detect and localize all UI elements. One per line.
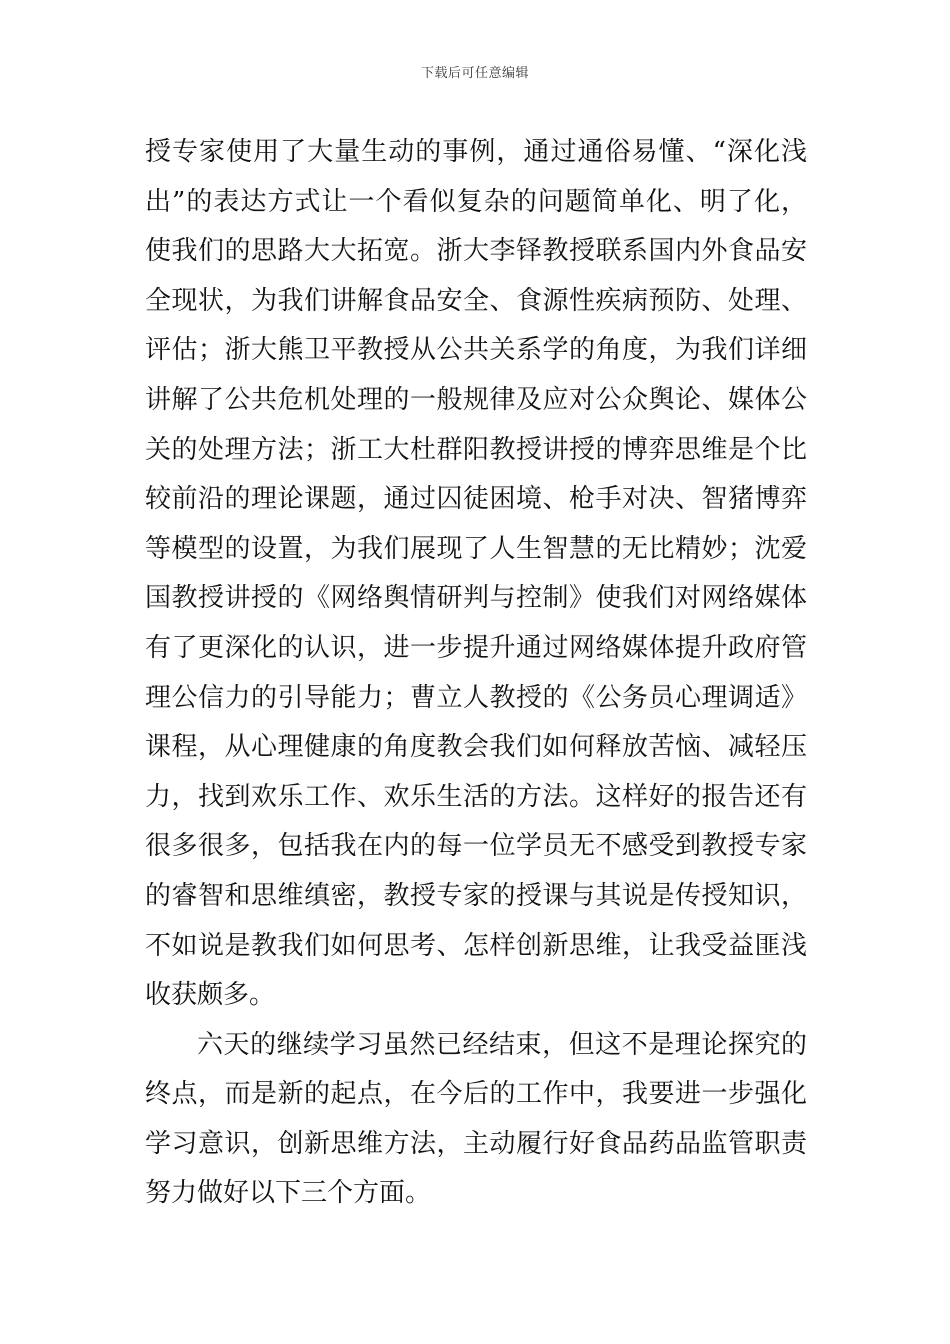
text-line: 有了更深化的认识，进一步提升通过网络媒体提升政府管 — [145, 632, 807, 663]
text-line: 的睿智和思维缜密，教授专家的授课与其说是传授知识， — [145, 880, 807, 911]
text-line: 讲解了公共危机处理的一般规律及应对公众舆论、媒体公 — [145, 384, 807, 415]
text-line: 关的处理方法；浙工大杜群阳教授讲授的博弈思维是个比 — [145, 434, 807, 465]
text-line: 六天的继续学习虽然已经结束，但这不是理论探究的 — [197, 1029, 807, 1060]
text-line: 全现状，为我们讲解食品安全、食源性疾病预防、处理、 — [145, 285, 807, 316]
text-line: 收获颇多。 — [145, 980, 276, 1011]
text-line: 国教授讲授的《网络舆情研判与控制》使我们对网络媒体 — [145, 583, 807, 614]
page-header: 下载后可任意编辑 — [420, 66, 529, 81]
text-line: 授专家使用了大量生动的事例，通过通俗易懂、“深化浅 — [145, 137, 807, 167]
text-line: 较前沿的理论课题，通过囚徒困境、枪手对决、智猪博弈 — [145, 484, 807, 515]
text-line: 终点，而是新的起点，在今后的工作中，我要进一步强化 — [145, 1079, 807, 1110]
text-line: 评估；浙大熊卫平教授从公共关系学的角度，为我们详细 — [145, 335, 807, 366]
document-body — [145, 128, 807, 1219]
text-line: 努力做好以下三个方面。 — [145, 1178, 432, 1209]
text-line: 很多很多，包括我在内的每一位学员无不感受到教授专家 — [145, 831, 807, 862]
text-line: 理公信力的引导能力；曹立人教授的《公务员心理调适》 — [145, 682, 807, 713]
paragraph-2 — [145, 1021, 807, 1219]
text-line: 出”的表达方式让一个看似复杂的问题简单化、明了化， — [145, 186, 807, 217]
text-line: 力，找到欢乐工作、欢乐生活的方法。这样好的报告还有 — [145, 781, 807, 812]
text-line: 不如说是教我们如何思考、怎样创新思维，让我受益匪浅 — [145, 930, 807, 961]
text-line: 学习意识，创新思维方法，主动履行好食品药品监管职责 — [145, 1128, 807, 1159]
paragraph-1 — [145, 128, 807, 1021]
text-line: 使我们的思路大大拓宽。浙大李铎教授联系国内外食品安 — [145, 236, 807, 267]
text-line: 等模型的设置，为我们展现了人生智慧的无比精妙；沈爱 — [145, 533, 807, 564]
text-line: 课程，从心理健康的角度教会我们如何释放苦恼、减轻压 — [145, 732, 807, 763]
